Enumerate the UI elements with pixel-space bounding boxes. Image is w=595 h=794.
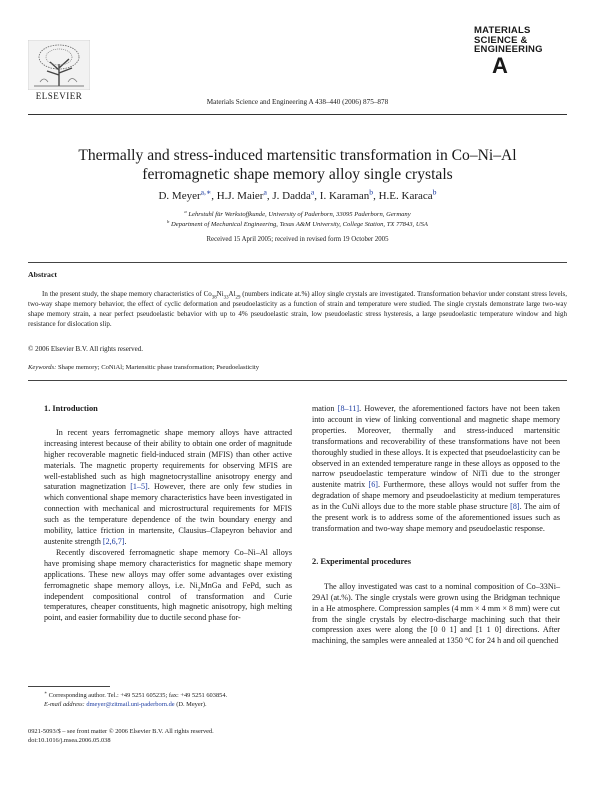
affiliation-mark: a bbox=[184, 208, 187, 214]
author-name: H.J. Maier bbox=[216, 190, 264, 202]
author-affiliation-mark[interactable]: b bbox=[369, 187, 374, 197]
author-name: J. Dadda bbox=[272, 190, 311, 202]
publisher-name: ELSEVIER bbox=[35, 91, 83, 101]
paragraph-text: . Furthermore, these alloys would not suffer from the degradation of shape memory and pseudoelasticity at medium temperatures as in the CuNi alloys due to the more stable phase structure bbox=[312, 480, 560, 512]
keywords bbox=[28, 364, 259, 371]
affiliation-b bbox=[0, 218, 595, 228]
journal-logo-line-1: MATERIALS bbox=[474, 25, 531, 36]
abstract-heading: Abstract bbox=[28, 270, 58, 279]
affiliation-text: Department of Mechanical Engineering, Texas A&M University, College Station, TX 77843, USA bbox=[171, 221, 428, 228]
doi-line[interactable]: doi:10.1016/j.msea.2006.05.038 bbox=[28, 737, 111, 744]
author-name: I. Karaman bbox=[319, 190, 370, 202]
footnote bbox=[44, 691, 304, 709]
header-divider bbox=[28, 114, 567, 115]
issn-block bbox=[28, 727, 214, 745]
issn-line: 0921-5093/$ – see front matter © 2006 Elsevier B.V. All rights reserved. bbox=[28, 728, 214, 735]
paragraph-text: . bbox=[124, 536, 127, 546]
citation-link[interactable]: [8] bbox=[510, 502, 520, 512]
subscript: 2 bbox=[197, 586, 201, 593]
abstract-copyright: © 2006 Elsevier B.V. All rights reserved. bbox=[28, 345, 144, 353]
footnote-mark: ∗ bbox=[44, 689, 48, 695]
section-heading-introduction: 1. Introduction bbox=[44, 404, 98, 413]
citation-link[interactable]: [8–11] bbox=[337, 404, 360, 413]
author-affiliation-mark[interactable]: a bbox=[310, 187, 315, 197]
paper-title bbox=[40, 146, 555, 184]
left-column bbox=[44, 404, 292, 624]
received-dates: Received 15 April 2005; received in revised form 19 October 2005 bbox=[206, 236, 389, 243]
abstract-bottom-divider bbox=[28, 380, 567, 381]
paragraph-text: In recent years ferromagnetic shape memory alloys have attracted increasing interest because of their ability to obtain one order of magnitude higher recoverable magnetic field-induced strain (MFIS) than other active materials. The magnetic property requirements for observing MFIS are well-established such as high magnetocrystalline anisotropy energy and saturation magnetization bbox=[44, 427, 292, 492]
right-column bbox=[312, 404, 560, 647]
author-affiliation-mark[interactable]: a bbox=[263, 187, 267, 197]
subscript: 38 bbox=[211, 295, 217, 301]
abstract-top-divider bbox=[28, 262, 567, 263]
affiliation-a bbox=[0, 208, 595, 218]
footnote-line bbox=[44, 691, 304, 700]
paragraph-text: MnGa and FePd, such as independent compositional control of transformation and Curie temperatures, cheaper constituents, high magnetic anisotropy, high melting point, and easier formability due to ductile second phase for- bbox=[44, 580, 292, 623]
citation-link[interactable]: [6] bbox=[368, 480, 378, 490]
author-affiliation-mark[interactable]: a,∗ bbox=[200, 187, 212, 197]
citation-link[interactable]: [1–5] bbox=[130, 482, 148, 492]
paragraph bbox=[44, 428, 292, 548]
author-name: D. Meyer bbox=[158, 190, 201, 202]
journal-logo bbox=[474, 26, 566, 77]
journal-reference: Materials Science and Engineering A 438–440 (2006) 875–878 bbox=[206, 98, 389, 106]
paragraph-text: Recently discovered ferromagnetic shape memory Co–Ni–Al alloys have promising shape memory characteristics for magnetic shape memory applications. These new alloys may offer some advantages over existing ferromagnetic shape memory alloys, i.e. Ni bbox=[44, 547, 292, 590]
abstract-text: Ni bbox=[216, 290, 224, 298]
footnote-line bbox=[44, 700, 304, 709]
footnote-divider bbox=[28, 686, 110, 687]
email-link[interactable]: dmeyer@zitmail.uni-paderborn.de bbox=[86, 701, 175, 708]
paragraph-text: mation bbox=[312, 404, 338, 413]
author-affiliation-mark[interactable]: b bbox=[432, 187, 437, 197]
corresponding-author: Corresponding author. Tel.: +49 5251 605235; fax: +49 5251 603854. bbox=[48, 692, 228, 699]
affiliation-text: Lehrstuhl für Werkstoffkunde, University of Paderborn, 33095 Paderborn, Germany bbox=[188, 211, 411, 218]
paragraph-text: . The aim of the present work is to address some of the aforementioned issues such as transformation and two-way shape memory and pseudoelastic response. bbox=[312, 502, 560, 533]
journal-logo-line-2: SCIENCE & bbox=[474, 34, 528, 46]
paragraph: The alloy investigated was cast to a nominal composition of Co–33Ni–29Al (at.%). The single crystals were grown using the Bridgman technique in a He atmosphere. Compression samples (4 mm × 4 mm × 8 mm) were cut from the single crystals by electro-discharge machining such that their compression axes were along the [0 0 1] and [1 1 0] directions. After machining, the samples were annealed at 1350 °C for 24 h and oil quenched bbox=[312, 581, 560, 646]
paragraph bbox=[44, 548, 292, 624]
author-name: H.E. Karaca bbox=[378, 190, 433, 202]
journal-logo-line-3: ENGINEERING bbox=[474, 44, 543, 56]
author-list: D. Meyer$^{a,∗}$, H.J. Maier$^a$, J. Dadda$^a$, I. Karaman$^b$, H.E. Karaca$^b$ bbox=[158, 187, 437, 202]
email-suffix: (D. Meyer). bbox=[174, 701, 207, 708]
keywords-text: Shape memory; CoNiAl; Martensitic phase transformation; Pseudoelasticity bbox=[57, 364, 260, 371]
paper-title-line-2: ferromagnetic shape memory alloy single crystals bbox=[142, 166, 453, 183]
paragraph-text: . However, there are only few studies in which conventional shape memory characteristics have been investigated in connection with mechanical and microstructural requirements for MFIS such as the temperature dependence of the twin boundary energy and mobility, lattice friction in martensite, Clausius–Clapeyron behavior and austenite strength bbox=[44, 482, 292, 546]
abstract-text: (numbers indicate at.%) alloy single crystals are investigated. Transformation behavior under constant stress levels, two-way shape memory behavior, the effect of cyclic deformation and pseudoelasticity as a function of strain and temperature were studied. The single crystals demonstrate large two-way shape memory strain, a near perfect pseudoelastic behavior with up to 4% pseudoelastic strain, low pseudoelastic stress hysteresis, a large pseudoelastic temperature window and high resistance for dislocation slip. bbox=[28, 290, 567, 328]
section-heading-experimental: 2. Experimental procedures bbox=[312, 556, 412, 566]
abstract-text: In the present study, the shape memory characteristics of Co bbox=[42, 290, 212, 298]
subscript: 29 bbox=[235, 295, 241, 301]
paper-title-line-1: Thermally and stress-induced martensitic transformation in Co–Ni–Al bbox=[78, 147, 517, 164]
citation-link[interactable]: [2,6,7] bbox=[102, 536, 125, 546]
paragraph bbox=[312, 404, 560, 535]
abstract-text: Al bbox=[228, 290, 236, 298]
affiliation-mark: b bbox=[167, 218, 170, 224]
journal-logo-letter: A bbox=[492, 52, 508, 78]
email-label: E-mail address: bbox=[44, 701, 85, 708]
paragraph-text: . However, the aforementioned factors have not been taken into account in view of linking conventional and magnetic shape memory properties. Moreover, thermally and stress-induced martensitic transformations and recoverability of these transformations have not been thoroughly studied in these alloys. It is expected that pseudoelasticity can be observed in an extended temperature range in these alloys as opposed to the narrow pseudoelastic temperature window of NiTi due to the stronger austenite matrix bbox=[312, 404, 560, 490]
abstract-body bbox=[28, 289, 567, 329]
keywords-label: Keywords: bbox=[28, 364, 57, 371]
publisher-logo bbox=[28, 40, 90, 101]
elsevier-tree-icon bbox=[28, 40, 90, 90]
subscript: 33 bbox=[223, 295, 229, 301]
